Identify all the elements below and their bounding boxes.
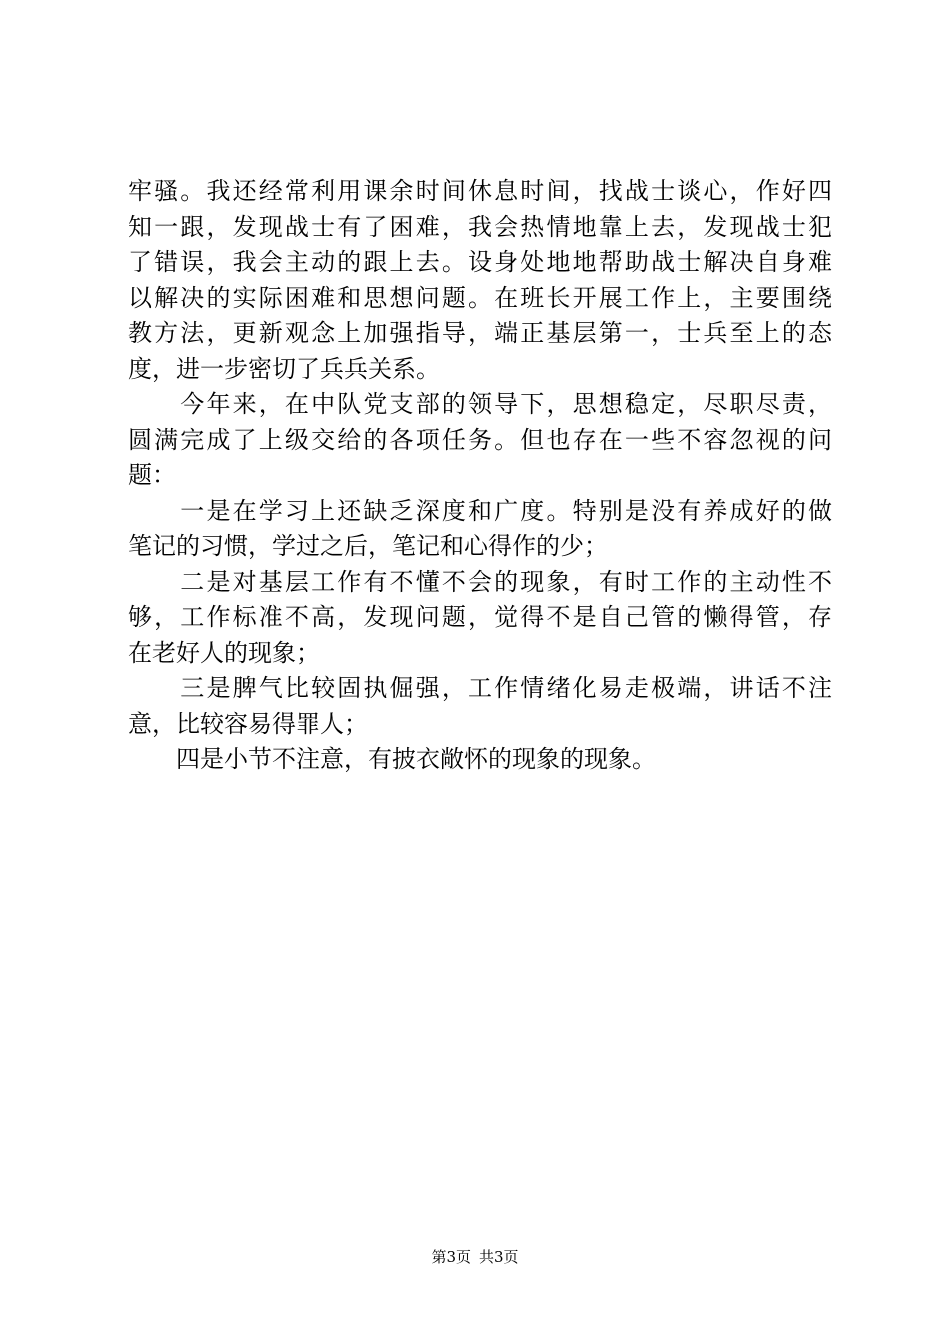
text-line: 在老好人的现象；: [128, 638, 320, 667]
text-line: 题：: [128, 461, 176, 489]
page-number-current: 第3页: [431, 1248, 471, 1266]
text-line: 够，工作标准不高，发现问题，觉得不是自己管的懒得管，存: [128, 603, 832, 631]
text-line: 二是对基层工作有不懂不会的现象，有时工作的主动性不: [128, 567, 832, 596]
body-text: [128, 174, 832, 778]
text-line: 了错误，我会主动的跟上去。设身处地地帮助战士解决自身难: [128, 248, 832, 276]
page-number-total: 共3页: [479, 1248, 519, 1266]
text-line: 笔记的习惯，学过之后，笔记和心得作的少；: [128, 532, 608, 560]
text-line: 牢骚。我还经常利用课余时间休息时间，找战士谈心，作好四: [128, 177, 832, 205]
text-line: 以解决的实际困难和思想问题。在班长开展工作上，主要围绕: [128, 283, 832, 312]
text-line: 度，进一步密切了兵兵关系。: [128, 354, 440, 383]
text-line: 一是在学习上还缺乏深度和广度。特别是没有养成好的做: [128, 496, 832, 525]
text-line: 教方法，更新观念上加强指导，端正基层第一，士兵至上的态: [128, 319, 832, 347]
text-line: 三是脾气比较固执倔强，工作情绪化易走极端，讲话不注: [128, 674, 832, 702]
text-line: 今年来，在中队党支部的领导下，思想稳定，尽职尽责，: [128, 390, 832, 418]
page-footer: [0, 1247, 950, 1267]
text-line: 知一跟，发现战士有了困难，我会热情地靠上去，发现战士犯: [128, 212, 832, 241]
text-line: 圆满完成了上级交给的各项任务。但也存在一些不容忽视的问: [128, 425, 832, 454]
text-line: 意，比较容易得罪人；: [128, 709, 368, 738]
text-line: 四是小节不注意，有披衣敞怀的现象的现象。: [128, 745, 656, 773]
